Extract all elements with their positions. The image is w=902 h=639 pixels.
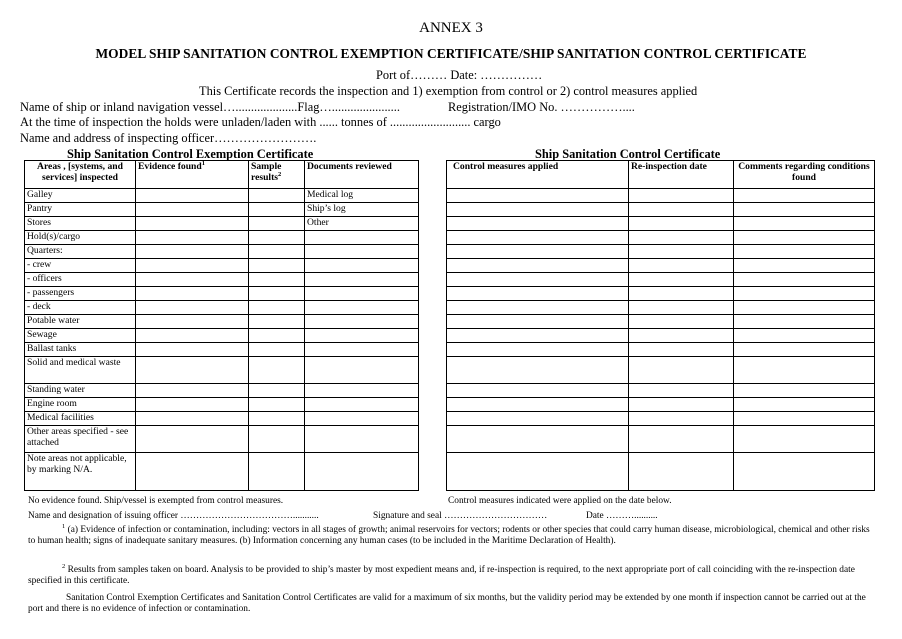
sample-cell[interactable] [249,329,305,343]
control-measure-cell[interactable] [447,231,629,245]
certificate-title: MODEL SHIP SANITATION CONTROL EXEMPTION CERTIFICATE/SHIP SANITATION CONTROL CERTIFICATE [95,46,807,61]
sample-cell[interactable] [249,343,305,357]
control-heading: Ship Sanitation Control Certificate [535,147,721,161]
reinspection-date-cell[interactable] [629,329,734,343]
control-measure-cell[interactable] [447,426,629,453]
document-cell [305,287,419,301]
area-cell: Medical facilities [25,412,136,426]
control-measure-cell[interactable] [447,203,629,217]
area-cell: Engine room [25,398,136,412]
evidence-cell[interactable] [136,453,249,491]
area-cell: Quarters: [25,245,136,259]
comments-cell[interactable] [734,287,875,301]
reinspection-date-cell[interactable] [629,301,734,315]
table-row [447,315,875,329]
area-cell: Other areas specified - see attached [25,426,136,453]
document-cell [305,301,419,315]
table-row [447,287,875,301]
sample-cell[interactable] [249,412,305,426]
document-cell [305,329,419,343]
sample-cell[interactable] [249,189,305,203]
control-footer-text: Control measures indicated were applied on the date below. [448,496,672,506]
area-cell: - passengers [25,287,136,301]
document-cell [305,343,419,357]
registration-line: Registration/IMO No. …………….... [448,100,635,114]
reinspection-date-cell[interactable] [629,412,734,426]
comments-cell[interactable] [734,301,875,315]
control-measure-cell[interactable] [447,287,629,301]
area-cell: Stores [25,217,136,231]
control-measure-cell[interactable] [447,343,629,357]
sample-cell[interactable] [249,426,305,453]
area-cell: Note areas not applicable, by marking N/A. [25,453,136,491]
area-cell: Ballast tanks [25,343,136,357]
table-row [447,231,875,245]
table-row [25,189,419,203]
document-cell: Medical log [305,189,419,203]
exemption-table [24,160,419,491]
evidence-cell[interactable] [136,384,249,398]
evidence-cell[interactable] [136,329,249,343]
table-row [25,398,419,412]
sample-cell[interactable] [249,245,305,259]
comments-column-header: Comments regarding conditions found [734,161,875,189]
table-row [447,189,875,203]
document-cell [305,245,419,259]
sample-cell[interactable] [249,357,305,384]
comments-cell[interactable] [734,245,875,259]
reinspection-date-cell[interactable] [629,287,734,301]
table-row [447,217,875,231]
table-row [447,301,875,315]
annex-label: ANNEX 3 [419,20,483,36]
table-row [447,426,875,453]
document-cell: Ship’s log [305,203,419,217]
document-cell [305,273,419,287]
comments-cell[interactable] [734,343,875,357]
areas-column-header: Areas , [systems, and services] inspected [25,161,136,189]
control-measure-cell[interactable] [447,315,629,329]
control-measure-cell[interactable] [447,245,629,259]
table-row [25,343,419,357]
issuing-officer-line: Name and designation of issuing officer ………………………………........... [28,511,319,521]
control-measure-cell[interactable] [447,384,629,398]
records-line: This Certificate records the inspection and 1) exemption from control or 2) control measures applied [199,84,698,98]
sample-cell[interactable] [249,273,305,287]
exemption-heading: Ship Sanitation Control Exemption Certificate [67,147,314,161]
table-row [25,259,419,273]
ship-name-line: Name of ship or inland navigation vessel…....................Flag…...................... [20,100,400,114]
evidence-cell[interactable] [136,259,249,273]
control-measure-cell[interactable] [447,273,629,287]
table-row [447,384,875,398]
evidence-column-header: Evidence found$^1$ [136,161,249,189]
footnote-1: $^1$ (a) Evidence of infection or contamination, including: vectors in all stages of growth; animal reservoirs for vectors; rodents or other species that could carry human disease, microbiological, chemical and other risks to human health; signs of inadequate sanitary measures. (b) Information concerning any human cases (to be included in the Maritime Declaration of Health). [28,522,870,547]
reinspection-date-cell[interactable] [629,259,734,273]
table-row [447,259,875,273]
comments-cell[interactable] [734,259,875,273]
sample-cell[interactable] [249,259,305,273]
reinspection-date-cell[interactable] [629,245,734,259]
table-row [447,412,875,426]
reinspection-date-cell[interactable] [629,357,734,384]
control-measure-cell[interactable] [447,259,629,273]
document-cell [305,426,419,453]
evidence-cell[interactable] [136,287,249,301]
table-row [25,217,419,231]
area-cell: Potable water [25,315,136,329]
document-cell [305,398,419,412]
table-row [25,315,419,329]
area-cell: - deck [25,301,136,315]
reinspection-date-cell[interactable] [629,217,734,231]
evidence-cell[interactable] [136,189,249,203]
table-row [25,412,419,426]
document-cell [305,259,419,273]
comments-cell[interactable] [734,315,875,329]
signature-seal-line: Signature and seal …………………………… [373,511,548,521]
area-cell: Galley [25,189,136,203]
control-measure-cell[interactable] [447,453,629,491]
evidence-cell[interactable] [136,231,249,245]
evidence-cell[interactable] [136,315,249,329]
inspecting-officer-line: Name and address of inspecting officer……………………. [20,131,317,145]
table-row [25,426,419,453]
evidence-cell[interactable] [136,398,249,412]
reinspection-date-cell[interactable] [629,189,734,203]
comments-cell[interactable] [734,412,875,426]
area-cell: Standing water [25,384,136,398]
control-measure-cell[interactable] [447,357,629,384]
comments-cell[interactable] [734,357,875,384]
evidence-cell[interactable] [136,357,249,384]
control-measure-cell[interactable] [447,217,629,231]
evidence-cell[interactable] [136,412,249,426]
reinspection-date-cell[interactable] [629,315,734,329]
port-line: Port of……… Date: …………… [376,68,543,82]
evidence-cell[interactable] [136,273,249,287]
comments-cell[interactable] [734,189,875,203]
control-measures-column-header: Control measures applied [447,161,629,189]
reinspection-date-cell[interactable] [629,343,734,357]
document-cell [305,357,419,384]
table-row [447,329,875,343]
documents-column-header: Documents reviewed [305,161,419,189]
area-cell: - crew [25,259,136,273]
reinspection-date-cell[interactable] [629,453,734,491]
sample-cell[interactable] [249,287,305,301]
evidence-cell[interactable] [136,301,249,315]
validity-note: Sanitation Control Exemption Certificates and Sanitation Control Certificates are valid for a maximum of six months, but the validity period may be extended by one month if inspection cannot be carried out at the port and there is no evidence of infection or contamination. [28,593,866,615]
document-cell: Other [305,217,419,231]
area-cell: Sewage [25,329,136,343]
table-row [447,453,875,491]
table-row [25,329,419,343]
evidence-cell[interactable] [136,426,249,453]
sample-cell[interactable] [249,217,305,231]
table-row [447,273,875,287]
sample-column-header: Sample results$^2$ [249,161,305,189]
document-cell [305,412,419,426]
table-row [447,398,875,412]
comments-cell[interactable] [734,384,875,398]
area-cell: Hold(s)/cargo [25,231,136,245]
date-line: Date ……….......... [586,511,658,521]
evidence-cell[interactable] [136,343,249,357]
comments-cell[interactable] [734,426,875,453]
document-cell [305,315,419,329]
sample-cell[interactable] [249,301,305,315]
area-cell: Solid and medical waste [25,357,136,384]
control-table [446,160,875,491]
table-row [447,203,875,217]
table-row [25,301,419,315]
document-cell [305,453,419,491]
area-cell: - officers [25,273,136,287]
evidence-cell[interactable] [136,203,249,217]
sample-cell[interactable] [249,398,305,412]
comments-cell[interactable] [734,398,875,412]
table-row [447,343,875,357]
document-cell [305,384,419,398]
document-cell [305,231,419,245]
control-measure-cell[interactable] [447,398,629,412]
reinspection-date-cell[interactable] [629,273,734,287]
control-measure-cell[interactable] [447,329,629,343]
table-row [25,287,419,301]
area-cell: Pantry [25,203,136,217]
reinspection-date-cell[interactable] [629,398,734,412]
control-measure-cell[interactable] [447,412,629,426]
sample-cell[interactable] [249,384,305,398]
reinspection-date-cell[interactable] [629,203,734,217]
exemption-footer-text: No evidence found. Ship/vessel is exempted from control measures. [28,496,284,506]
footnote-2: $^2$ Results from samples taken on board. Analysis to be provided to ship’s master by most expedient means and, if re-inspection is required, to the next appropriate port of call coinciding with the re-inspection date specified in this certificate. [28,562,855,587]
evidence-cell[interactable] [136,217,249,231]
control-measure-cell[interactable] [447,189,629,203]
comments-cell[interactable] [734,203,875,217]
table-row [25,357,419,384]
sample-cell[interactable] [249,231,305,245]
control-measure-cell[interactable] [447,301,629,315]
comments-cell[interactable] [734,453,875,491]
comments-cell[interactable] [734,231,875,245]
comments-cell[interactable] [734,217,875,231]
sample-cell[interactable] [249,315,305,329]
comments-cell[interactable] [734,273,875,287]
table-row [447,245,875,259]
sample-cell[interactable] [249,453,305,491]
reinspection-date-column-header: Re-inspection date [629,161,734,189]
sample-cell[interactable] [249,203,305,217]
reinspection-date-cell[interactable] [629,384,734,398]
comments-cell[interactable] [734,329,875,343]
reinspection-date-cell[interactable] [629,426,734,453]
evidence-cell[interactable] [136,245,249,259]
holds-line: At the time of inspection the holds were unladen/laden with ...... tonnes of .......................... cargo [20,115,501,129]
table-row [25,453,419,491]
table-row [25,384,419,398]
reinspection-date-cell[interactable] [629,231,734,245]
table-row [25,231,419,245]
table-row [25,245,419,259]
table-row [447,357,875,384]
table-row [25,273,419,287]
table-row [25,203,419,217]
